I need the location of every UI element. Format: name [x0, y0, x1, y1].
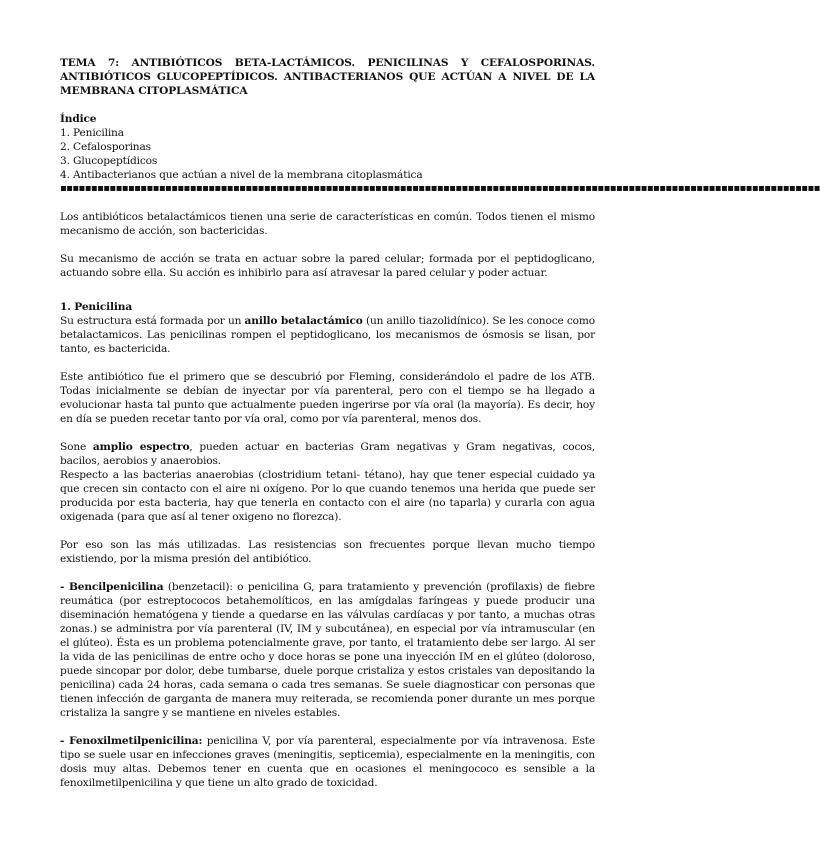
body-paragraph: Respecto a las bacterias anaerobias (clostridium tetani- tétano), hay que tener especial cuidado ya que crecen sin contacto con el aire ni oxígeno. Por lo que cuando tenemos una herida que puede ser producida por esta bacteria, hay que tenerla en contacto con el aire (no taparla) y curarla con agua oxigenada (para que así al tener oxigeno no florezca). — [60, 469, 595, 523]
bold-term: - Fenoxilmetilpenicilina: — [60, 735, 203, 747]
text-run: (benzetacil): o penicilina G, para tratamiento y prevención (profilaxis) de fiebre reumática (por estreptococos betahemolíticos, en las amígdalas faríngeas y puede producir una diseminación hematógena y tiende a quedarse en las válvulas cardíacas y por tanto, a muchas otras zonas.) se administra por vía parenteral (IV, IM y subcutánea), en especial por vía intramuscular (en el glúteo). Ésta es un problema potencialmente grave, por tanto, el tratamiento debe ser largo. Al ser la vida de las penicilinas de entre ocho y doce horas se pone una inyección IM en el glúteo (doloroso, puede sincopar por dolor, debe tumbarse, duele porque cristaliza y estos cristales van depositando la penicilina) cada 24 horas, cada semana o cada tres semanas. Se suele diagnosticar con personas que tienen infección de garganta de manera muy reiterada, se recomienda poner durante un mes porque cristaliza la sangre y se mantiene en niveles estables. — [60, 581, 596, 719]
intro-paragraph: Los antibióticos betalactámicos tienen una serie de características en común. Todos tienen el mismo mecanismo de acción, son bactericidas. — [60, 211, 595, 237]
body-paragraph: Este antibiótico fue el primero que se descubrió por Fleming, considerándolo el padre de los ATB. Todas inicialmente se debían de inyectar por vía parenteral, pero con el tiempo se ha llegado a evolucionar hasta tal punto que actualmente pueden ingerirse por vía oral (la mayoría). Es decir, hoy en día se pueden recetar tanto por vía oral, como por vía parenteral, menos dos. — [60, 371, 595, 425]
body-paragraph — [60, 314, 595, 356]
index-item: 1. Penicilina — [60, 127, 124, 139]
document-page — [60, 56, 820, 804]
separator-line: ▪▪▪▪▪▪▪▪▪▪▪▪▪▪▪▪▪▪▪▪▪▪▪▪▪▪▪▪▪▪▪▪▪▪▪▪▪▪▪▪▪▪▪▪▪▪▪▪▪▪▪▪▪▪▪▪▪▪▪▪▪▪▪▪▪▪▪▪▪▪▪▪▪▪▪▪▪▪▪▪▪▪▪▪▪▪▪▪▪▪▪▪▪▪▪▪▪▪▪▪▪▪▪▪▪▪▪▪▪▪▪▪▪▪▪▪▪▪▪▪▪▪▪ — [60, 183, 820, 194]
index-heading: Índice — [60, 113, 97, 125]
text-run: penicilina V, por vía parenteral, especialmente por vía intravenosa. Este tipo se suele usar en infecciones graves (meningitis, septicemia), especialmente en la meningitis, con dosis muy altas. Debemos tener en cuenta que en ocasiones el meningococo es sensible a la fenoxilmetilpenicilina y que tiene un alto grado de toxicidad. — [60, 735, 596, 789]
body-paragraph: Por eso son las más utilizadas. Las resistencias son frecuentes porque llevan mucho tiempo existiendo, por la misma presión del antibiótico. — [60, 539, 595, 565]
index-item: 4. Antibacterianos que actúan a nivel de la membrana citoplasmática — [60, 169, 423, 181]
section-heading-penicilina: 1. Penicilina — [60, 301, 133, 313]
text-run: (un anillo tiazolidínico). Se les conoce como betalactamicos. Las penicilinas rompen el peptidoglicano, los mecanismos de ósmosis se lisan, por tanto, es bactericida. — [60, 315, 595, 355]
body-paragraph — [60, 440, 595, 468]
text-run: Su estructura está formada por un — [60, 315, 245, 327]
text-run: , pueden actuar en bacterias Gram negativas y Gram negativas, cocos, bacilos, aerobios y anaerobios. — [60, 441, 595, 467]
index-item: 3. Glucopeptídicos — [60, 155, 158, 167]
document-title: TEMA 7: ANTIBIÓTICOS BETA-LACTÁMICOS. PENICILINAS Y CEFALOSPORINAS. ANTIBIÓTICOS GLUCOPEPTÍDICOS. ANTIBACTERIANOS QUE ACTÚAN A NIVEL DE LA MEMBRANA CITOPLASMÁTICA — [60, 57, 595, 97]
body-paragraph — [60, 580, 595, 720]
bold-term: amplio espectro — [92, 441, 190, 453]
bold-term: - Bencilpenicilina — [60, 581, 164, 593]
text-run: Sone — [60, 441, 93, 453]
index-list — [60, 126, 595, 182]
intro-paragraph: Su mecanismo de acción se trata en actuar sobre la pared celular; formada por el peptidoglicano, actuando sobre ella. Su acción es inhibirlo para así atravesar la pared celular y poder actuar. — [60, 253, 595, 279]
index-item: 2. Cefalosporinas — [60, 141, 151, 153]
bold-term: anillo betalactámico — [244, 315, 363, 327]
body-paragraph — [60, 734, 595, 790]
